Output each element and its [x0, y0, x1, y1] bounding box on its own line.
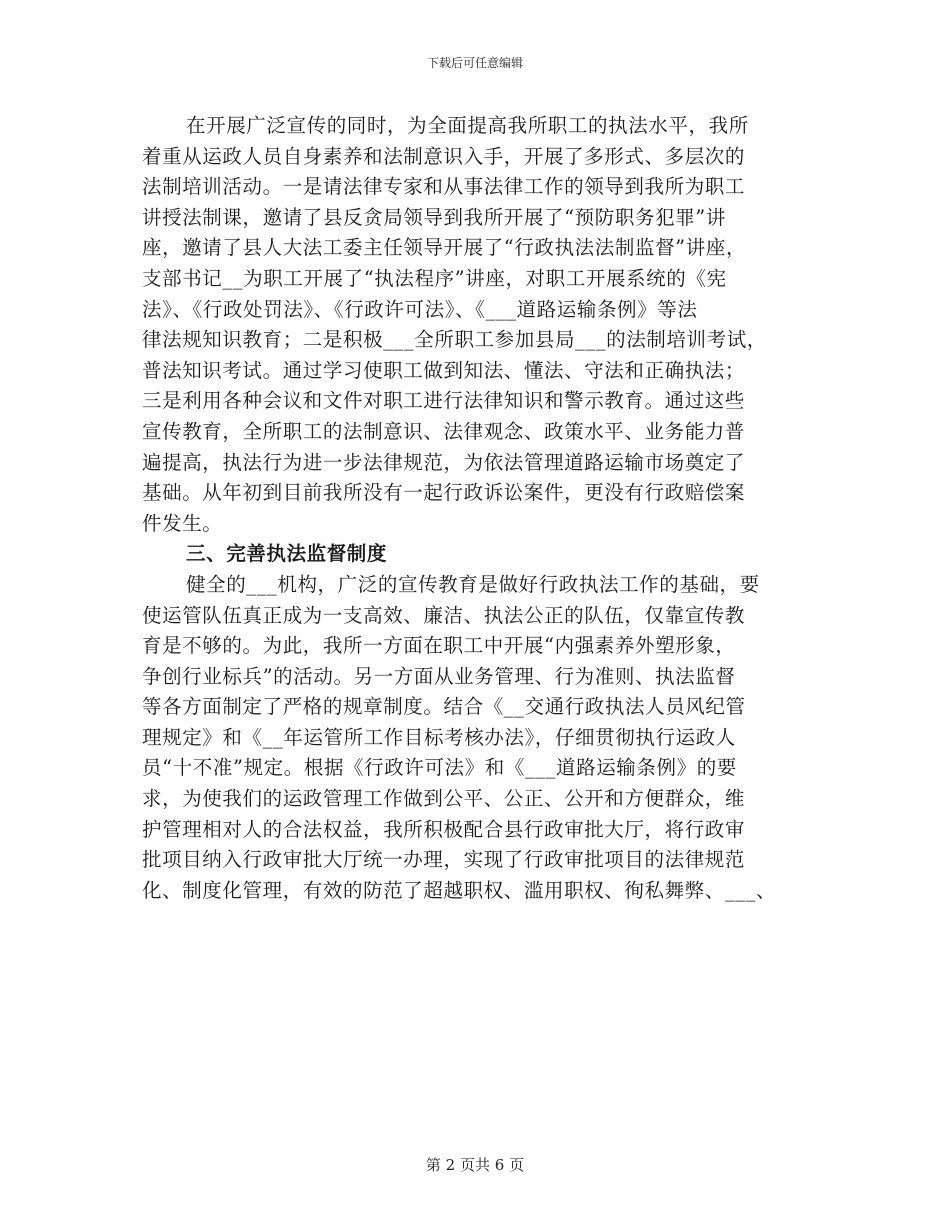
- paragraph-line: 在开展广泛宣传的同时，为全面提高我所职工的执法水平，我所: [186, 114, 749, 137]
- paragraph-line: 健全的___机构，广泛的宣传教育是做好行政执法工作的基础，要: [186, 572, 760, 596]
- paragraph-line: 支部书记__为职工开展了“执法程序”讲座，对职工开展系统的《宪: [142, 266, 727, 290]
- paragraph-line: 宣传教育，全所职工的法制意识、法律观念、政策水平、业务能力普: [142, 419, 746, 443]
- paragraph-line: 员“十不准”规定。根据《行政许可法》和《___道路运输条例》的要: [142, 756, 737, 780]
- paragraph-line: 使运管队伍真正成为一支高效、廉洁、执法公正的队伍，仅靠宣传教: [142, 603, 746, 627]
- paragraph-line: 法制培训活动。一是请法律专家和从事法律工作的领导到我所为职工: [142, 175, 746, 199]
- page-number: 第 2 页共 6 页: [425, 1156, 525, 1174]
- paragraph-supervision: [142, 571, 818, 905]
- paragraph-line: 护管理相对人的合法权益，我所积极配合县行政审批大厅，将行政审: [142, 817, 746, 841]
- paragraph-line: 批项目纳入行政审批大厅统一办理，实现了行政审批项目的法律规范: [142, 848, 746, 872]
- paragraph-line: 律法规知识教育；二是积极___全所职工参加县局___的法制培训考试，: [142, 328, 767, 352]
- page-header-note: 下载后可任意编辑: [426, 56, 523, 70]
- paragraph-line: 普法知识考试。通过学习使职工做到知法、懂法、守法和正确执法；: [142, 358, 746, 382]
- paragraph-line: 三是利用各种会议和文件对职工进行法律知识和警示教育。通过这些: [142, 389, 746, 413]
- paragraph-line: 求，为使我们的运政管理工作做到公平、公正、公开和方便群众，维: [142, 787, 746, 811]
- document-body: [142, 112, 818, 907]
- paragraph-line: 等各方面制定了严格的规章制度。结合《__交通行政执法人员风纪管: [142, 695, 746, 719]
- paragraph-line: 理规定》和《__年运管所工作目标考核办法》，仔细贯彻执行运政人: [142, 725, 736, 749]
- paragraph-line: 法》、《行政处罚法》、《行政许可法》、《___道路运输条例》等法: [142, 297, 698, 321]
- paragraph-line: 遍提高，执法行为进一步法律规范，为依法管理道路运输市场奠定了: [142, 450, 746, 474]
- paragraph-training: [142, 112, 818, 538]
- paragraph-line: 争创行业标兵”的活动。另一方面从业务管理、行为准则、执法监督: [142, 664, 736, 688]
- paragraph-line: 基础。从年初到目前我所没有一起行政诉讼案件，更没有行政赔偿案: [142, 481, 746, 505]
- paragraph-line: 座，邀请了县人大法工委主任领导开展了“行政执法法制监督”讲座，: [142, 236, 747, 260]
- paragraph-line: 着重从运政人员自身素养和法制意识入手，开展了多形式、多层次的: [142, 144, 746, 168]
- section-heading: 三、完善执法监督制度: [186, 542, 388, 566]
- paragraph-line: 讲授法制课，邀请了县反贪局领导到我所开展了“预防职务犯罪”讲: [142, 205, 726, 229]
- paragraph-line: 育是不够的。为此，我所一方面在职工中开展“内强素养外塑形象，: [142, 634, 736, 658]
- paragraph-line: 化、制度化管理，有效的防范了超越职权、滥用职权、徇私舞弊、___、: [142, 878, 777, 902]
- paragraph-line: 件发生。: [142, 511, 223, 535]
